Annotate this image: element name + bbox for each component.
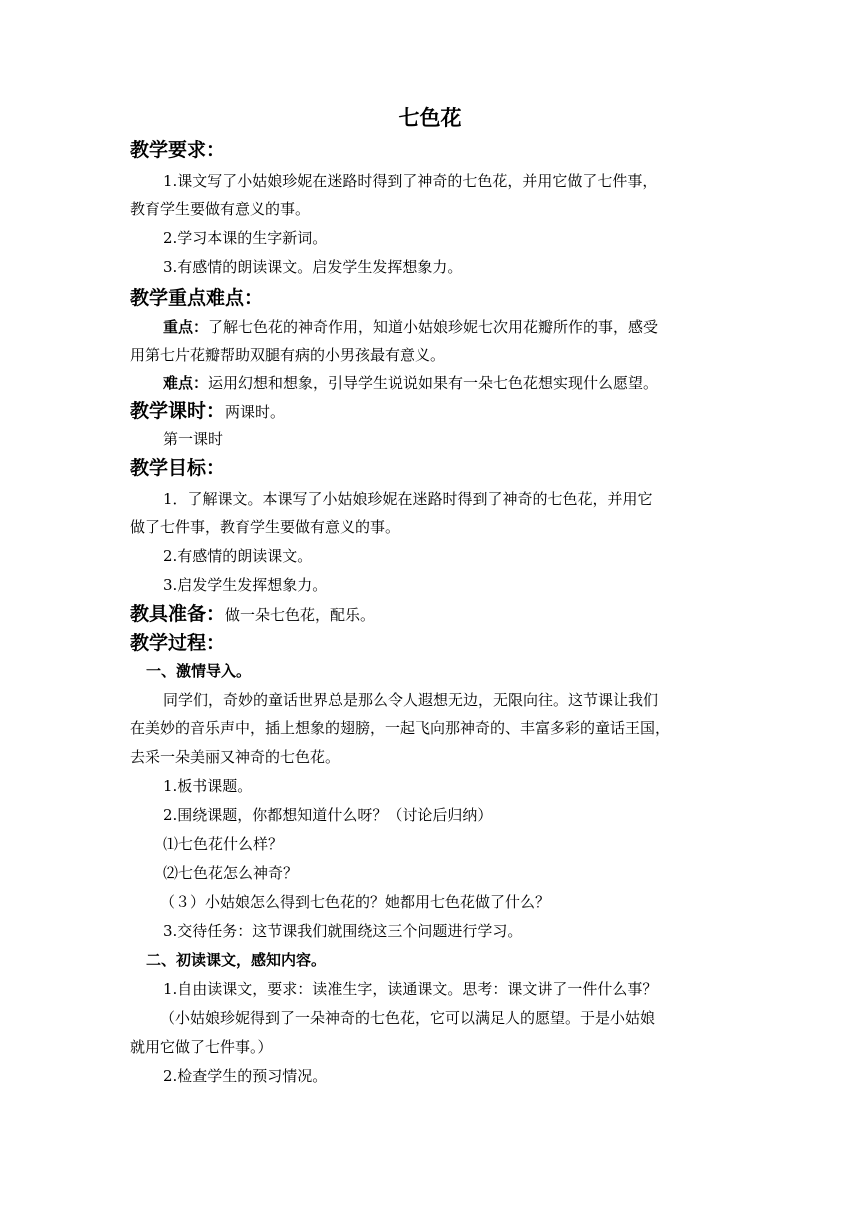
focus-text: 了解七色花的神奇作用，知道小姑娘珍妮七次用花瓣所作的事，感受 bbox=[208, 318, 659, 336]
materials-heading bbox=[130, 600, 375, 629]
objectives-heading: 教学目标： bbox=[130, 457, 226, 479]
objectives-line: 2.有感情的朗读课文。 bbox=[163, 547, 313, 565]
process-line: ⑴七色花什么样？ bbox=[163, 835, 284, 853]
process-part2-title: 二、初读课文，感知内容。 bbox=[146, 951, 327, 969]
materials-label: 教具准备： bbox=[130, 603, 226, 625]
process-line: ⑵七色花怎么神奇？ bbox=[163, 864, 299, 882]
process-line: 3.交待任务：这节课我们就围绕这三个问题进行学习。 bbox=[163, 922, 523, 940]
process-line: 2.围绕课题，你都想知道什么呀？（讨论后归纳） bbox=[163, 806, 493, 824]
materials-value: 做一朵七色花，配乐。 bbox=[225, 606, 376, 624]
process-line: （３）小姑娘怎么得到七色花的？她都用七色花做了什么？ bbox=[160, 893, 551, 911]
process-line: 同学们，奇妙的童话世界总是那么令人遐想无边，无限向往。这节课让我们 bbox=[163, 691, 659, 709]
requirements-heading: 教学要求： bbox=[130, 139, 226, 161]
focus-line bbox=[163, 316, 658, 338]
process-heading: 教学过程： bbox=[130, 632, 226, 654]
hours-heading bbox=[130, 397, 285, 426]
process-line: 就用它做了七件事。） bbox=[130, 1038, 273, 1056]
process-line: 1.自由读课文，要求：读准生字，读通课文。思考：课文讲了一件什么事？ bbox=[163, 980, 658, 998]
process-line: 1.板书课题。 bbox=[163, 777, 253, 795]
key-points-heading: 教学重点难点： bbox=[130, 287, 264, 309]
objectives-line: 3.启发学生发挥想象力。 bbox=[163, 576, 328, 594]
document-title: 七色花 bbox=[398, 106, 462, 130]
process-line: 去采一朵美丽又神奇的七色花。 bbox=[130, 748, 341, 766]
requirements-line: 3.有感情的朗读课文。启发学生发挥想象力。 bbox=[163, 258, 463, 276]
requirements-line: 教育学生要做有意义的事。 bbox=[130, 200, 311, 218]
process-part1-title: 一、激情导入。 bbox=[146, 662, 252, 680]
first-lesson-label: 第一课时 bbox=[163, 430, 224, 448]
objectives-line: 1．了解课文。本课写了小姑娘珍妮在迷路时得到了神奇的七色花，并用它 bbox=[163, 490, 653, 508]
focus-continuation: 用第七片花瓣帮助双腿有病的小男孩最有意义。 bbox=[130, 346, 446, 364]
focus-label: 重点： bbox=[163, 318, 209, 336]
hours-label: 教学课时： bbox=[130, 400, 226, 422]
process-line: 2.检查学生的预习情况。 bbox=[163, 1067, 328, 1085]
objectives-line: 做了七件事，教育学生要做有意义的事。 bbox=[130, 518, 401, 536]
process-line: （小姑娘珍妮得到了一朵神奇的七色花，它可以满足人的愿望。于是小姑娘 bbox=[160, 1009, 656, 1027]
hours-value: 两课时。 bbox=[225, 403, 286, 421]
difficulty-label: 难点： bbox=[163, 374, 209, 392]
difficulty-line bbox=[163, 372, 658, 394]
difficulty-text: 运用幻想和想象，引导学生说说如果有一朵七色花想实现什么愿望。 bbox=[208, 374, 659, 392]
process-line: 在美妙的音乐声中，插上想象的翅膀，一起飞向那神奇的、丰富多彩的童话王国， bbox=[130, 719, 671, 737]
requirements-line: 1.课文写了小姑娘珍妮在迷路时得到了神奇的七色花，并用它做了七件事， bbox=[163, 172, 658, 190]
requirements-line: 2.学习本课的生字新词。 bbox=[163, 229, 328, 247]
